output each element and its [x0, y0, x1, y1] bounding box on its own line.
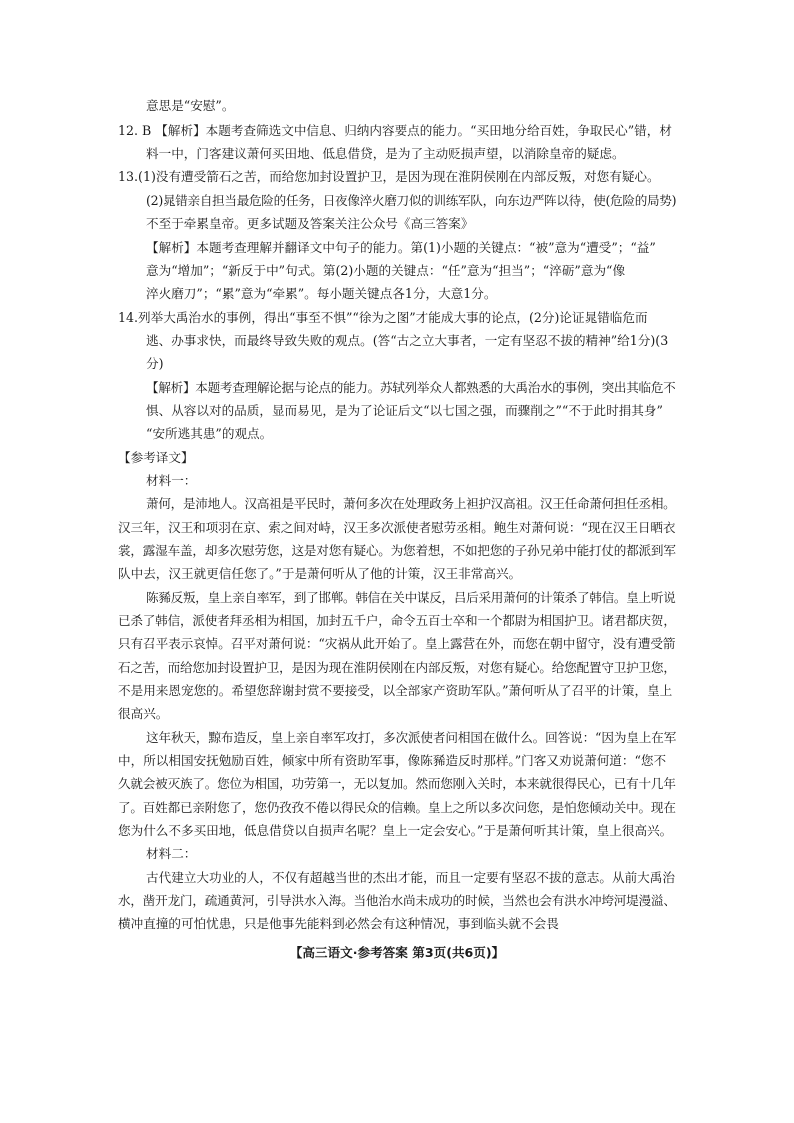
- text-line: 陈豨反叛，皇上亲自率军，到了邯郸。韩信在关中谋反，吕后采用萧何的计策杀了韩信。皇上听说: [146, 590, 676, 605]
- subsection-heading: 材料一：: [146, 473, 197, 488]
- text-line: 12. B 【解析】本题考查筛选文中信息、归纳内容要点的能力。“买田地分给百姓，争取民心”错，材: [118, 123, 672, 138]
- text-line: 13.(1)没有遭受箭石之苦，而给您加封设置护卫，是因为现在淮阴侯刚在内部反叛，对您有疑心。: [118, 169, 660, 184]
- text-line: (2)晁错亲自担当最危险的任务，日夜像淬火磨刀似的训练军队，向东边严阵以待，使(危险的局势): [146, 193, 677, 208]
- text-line: 意思是“安慰”。: [146, 98, 235, 113]
- text-line: 萧何，是沛地人。汉高祖是平民时，萧何多次在处理政务上袒护汉高祖。汉王任命萧何担任丞相。: [146, 496, 676, 511]
- text-line: 石之苦，而给您加封设置护卫，是因为现在淮阴侯刚在内部反叛，对您有疑心。给您配置守卫护卫您，: [118, 660, 676, 675]
- text-line: 淬火磨刀”；“累”意为“牵累”。每小题关键点各1分，大意1分。: [146, 286, 497, 301]
- page-footer: 【高三语文·参考答案 第3页(共6页)】: [289, 945, 505, 960]
- text-line: 不是用来恩宠您的。希望您辞谢封赏不要接受，以全部家产资助军队。”萧何听从了召平的计策，皇上: [118, 683, 673, 698]
- text-line: 分): [146, 356, 164, 371]
- text-line: 【解析】本题考查理解论据与论点的能力。苏轼列举众人都熟悉的大禹治水的事例，突出其临危不: [146, 380, 676, 395]
- text-line: 横冲直撞的可怕忧患，只是他事先能料到必然会有这种情况，事到临头就不会畏: [118, 916, 559, 931]
- text-line: 14.列举大禹治水的事例，得出“事至不惧”“徐为之图”才能成大事的论点，(2分)论证晁错临危而: [118, 310, 648, 325]
- text-line: 水，凿开龙门，疏通黄河，引导洪水入海。当他治水尚未成功的时候，当然也会有洪水冲垮河堤漫溢、: [118, 893, 676, 908]
- text-line: 很高兴。: [118, 706, 169, 721]
- text-line: 了。百姓都已亲附您了，您仍孜孜不倦以得民众的信赖。皇上之所以多次问您，是怕您倾动关中。现在: [118, 800, 676, 815]
- text-line: 汉三年，汉王和项羽在京、索之间对峙，汉王多次派使者慰劳丞相。鲍生对萧何说：“现在汉王日晒衣: [118, 520, 676, 535]
- text-line: 中，所以相国安抚勉励百姓，倾家中所有资助军事，像陈豨造反时那样。”门客又劝说萧何道：“您不: [118, 753, 667, 768]
- text-line: “安所逃其患”的观点。: [146, 426, 273, 441]
- subsection-heading: 材料二：: [146, 846, 197, 861]
- text-line: 久就会被灭族了。您位为相国，功劳第一，无以复加。然而您刚入关时，本来就很得民心，已有十几年: [118, 776, 676, 791]
- text-line: 古代建立大功业的人，不仅有超越当世的杰出才能，而且一定要有坚忍不拔的意志。从前大禹治: [146, 870, 675, 885]
- text-line: 裳，露湿车盖，却多次慰劳您，这是对您有疑心。为您着想，不如把您的子孙兄弟中能打仗的都派到军: [118, 543, 676, 558]
- text-line: 队中去，汉王就更信任您了。”于是萧何听从了他的计策，汉王非常高兴。: [118, 566, 522, 581]
- text-line: 只有召平表示哀悼。召平对萧何说：“灾祸从此开始了。皇上露营在外，而您在朝中留守，没有遭受箭: [118, 636, 676, 651]
- text-line: 意为“增加”；“新反于中”句式。第(2)小题的关键点：“任”意为“担当”；“淬砺”意为“像: [146, 263, 626, 278]
- text-line: 已杀了韩信，派使者拜丞相为相国，加封五千户，命令五百士卒和一个都尉为相国护卫。诸君都庆贺，: [118, 613, 676, 628]
- text-line: 您为什么不多买田地，低息借贷以自损声名呢？皇上一定会安心。”于是萧何听其计策，皇上很高兴。: [118, 823, 673, 838]
- text-line: 惧、从容以对的品质，显而易见，是为了论证后文“以七国之强，而骤削之”“不于此时捐其身”: [146, 403, 663, 418]
- text-line: 【解析】本题考查理解并翻译文中句子的能力。第(1)小题的关键点：“被”意为“遭受”；“益”: [146, 240, 656, 255]
- text-line: 料一中，门客建议萧何买田地、低息借贷，是为了主动贬损声望，以消除皇帝的疑虑。: [146, 146, 625, 161]
- text-line: 不至于牵累皇帝。更多试题及答案关注公众号《高三答案》: [146, 216, 474, 231]
- text-line: 逃、办事求快，而最终导致失败的观点。(答“古之立大事者，一定有坚忍不拔的精神”给1分)(3: [146, 333, 669, 348]
- section-heading: 【参考译文】: [118, 450, 194, 465]
- text-line: 这年秋天，黥布造反，皇上亲自率军攻打，多次派使者问相国在做什么。回答说：“因为皇上在军: [146, 730, 677, 745]
